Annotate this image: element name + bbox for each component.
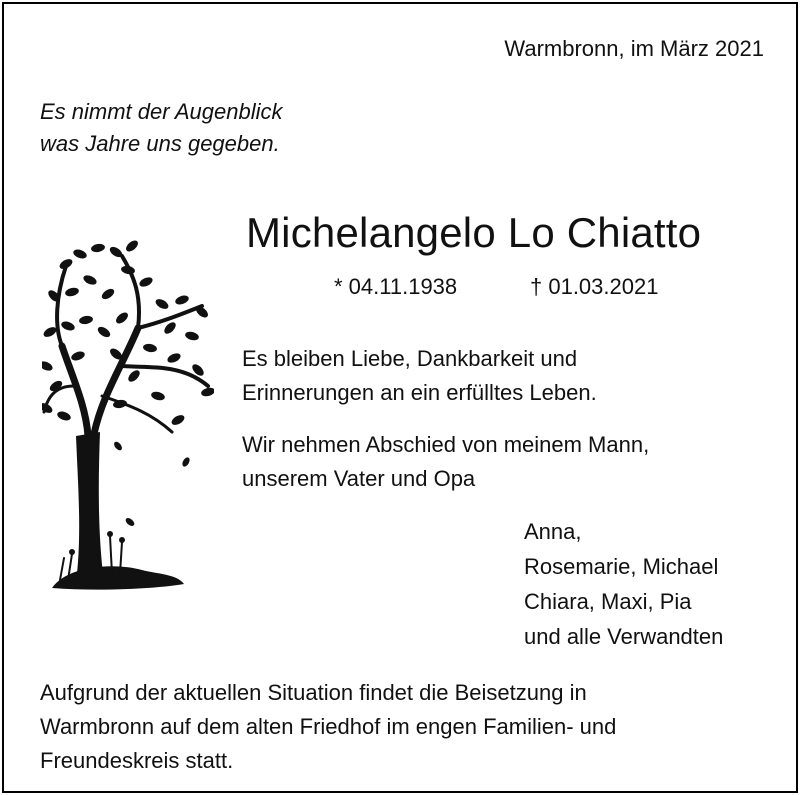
notice-line: Freundeskreis statt. (40, 748, 234, 773)
family-line: Rosemarie, Michael (524, 554, 719, 579)
paragraph-line: unserem Vater und Opa (242, 466, 476, 491)
paragraph-line: Wir nehmen Abschied von meinem Mann, (242, 432, 650, 457)
obituary-notice (2, 2, 798, 793)
burial-notice (40, 676, 616, 778)
notice-line: Warmbronn auf dem alten Friedhof im engen Familien- und (40, 714, 617, 739)
paragraph-remembrance (242, 342, 597, 410)
paragraph-line: Erinnerungen an ein erfülltes Leben. (242, 380, 597, 405)
deceased-name: Michelangelo Lo Chiatto (246, 209, 702, 256)
notice-line: Aufgrund der aktuellen Situation findet die Beisetzung in (40, 680, 587, 705)
quote (40, 96, 283, 160)
family-line: Chiara, Maxi, Pia (524, 589, 692, 614)
birth-date: * 04.11.1938 (334, 274, 458, 299)
paragraph-line: Es bleiben Liebe, Dankbarkeit und (242, 346, 578, 371)
quote-line: was Jahre uns gegeben. (40, 131, 280, 156)
paragraph-farewell (242, 428, 649, 496)
death-date: † 01.03.2021 (530, 274, 659, 299)
tree-with-falling-leaves-icon (42, 236, 214, 596)
quote-line: Es nimmt der Augenblick (40, 99, 283, 124)
family-line: und alle Verwandten (524, 624, 724, 649)
family-signature (524, 514, 723, 654)
place-date: Warmbronn, im März 2021 (504, 36, 764, 61)
family-line: Anna, (524, 519, 582, 544)
